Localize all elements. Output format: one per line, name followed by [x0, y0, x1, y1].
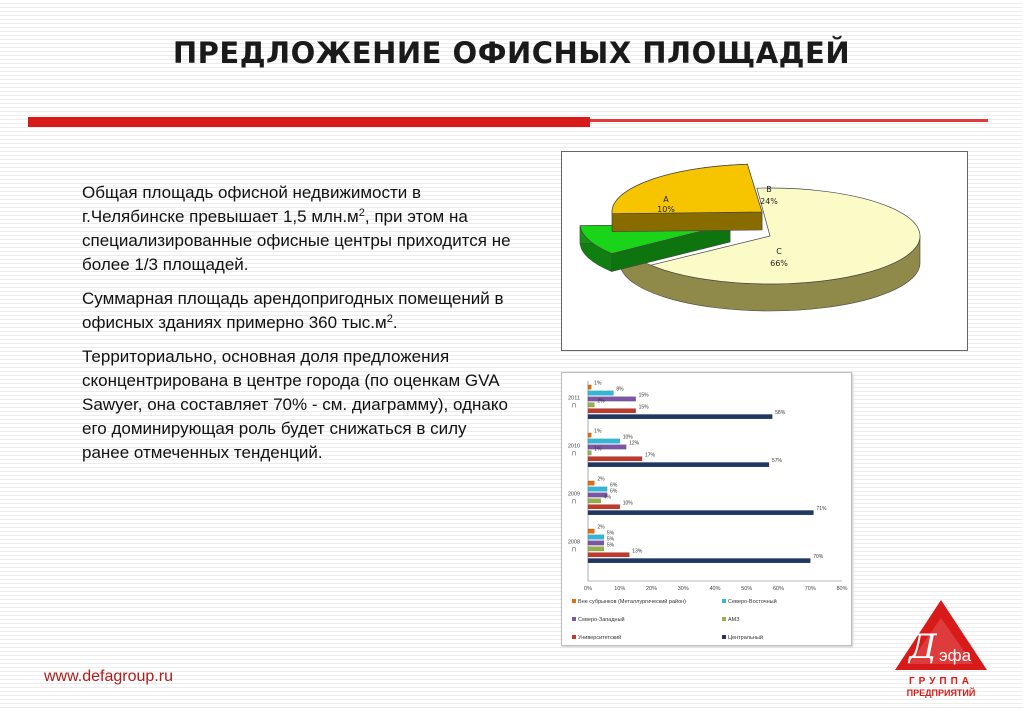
- bar-category-sublabel: П: [572, 499, 576, 506]
- legend-swatch: [722, 617, 726, 621]
- bar-value-label: 10%: [622, 500, 633, 507]
- bar-value-label: 71%: [816, 506, 827, 513]
- logo-line2: ПРЕДПРИЯТИЙ: [906, 688, 976, 698]
- bar-value-label: 5%: [606, 530, 615, 537]
- bar: [588, 397, 636, 401]
- bar: [588, 415, 772, 419]
- bar: [588, 385, 591, 389]
- bar-x-tick: 50%: [741, 586, 753, 592]
- bar-value-label: 2%: [597, 524, 605, 531]
- bar: [588, 439, 620, 443]
- bar-value-label: 8%: [616, 386, 624, 393]
- bar-chart: [562, 373, 851, 645]
- bar-value-label: 1%: [594, 380, 602, 387]
- bar-x-tick: 70%: [804, 586, 816, 592]
- bar-value-label: 6%: [610, 482, 618, 489]
- pie-label-c: C: [776, 247, 782, 256]
- pie-value-a: 10%: [657, 205, 675, 214]
- legend-swatch: [722, 599, 726, 603]
- bar-value-label: 5%: [606, 536, 615, 543]
- bar-value-label: 1%: [594, 446, 602, 453]
- page-title: ПРЕДЛОЖЕНИЕ ОФИСНЫХ ПЛОЩАДЕЙ: [172, 36, 851, 70]
- paragraph-total-area: Общая площадь офисной недвижимости в г.Челябинске превышает 1,5 $млн.м^2$, при этом на специализированные офисные центры приходится не более 1/3 площадей.: [82, 183, 511, 274]
- logo-script-letter: Д: [909, 627, 937, 667]
- bar-x-tick: 20%: [645, 586, 658, 592]
- legend-swatch: [572, 635, 576, 639]
- bar-category-label: 2010: [567, 443, 581, 450]
- bar-value-label: 10%: [622, 434, 633, 441]
- bar: [588, 403, 594, 407]
- bar: [588, 451, 591, 455]
- bar-x-tick: 40%: [709, 586, 721, 592]
- legend-label: Центральный: [728, 635, 763, 641]
- title-divider-thin: [590, 119, 988, 122]
- bar-x-tick: 10%: [614, 586, 626, 592]
- pie-label-b: B: [766, 185, 772, 194]
- bar-category-sublabel: П: [572, 451, 576, 458]
- pie-slice-b: [612, 164, 762, 231]
- bar-value-label: 4%: [603, 494, 611, 501]
- company-logo: [893, 598, 989, 700]
- legend-label: Университетский: [578, 635, 622, 641]
- paragraph-rentable-area: Суммарная площадь арендопригодных помещений в офисных зданиях примерно 360 $тыс.м^2$.: [82, 289, 504, 332]
- bar-category-sublabel: П: [572, 403, 576, 410]
- logo-brand: эфа: [939, 646, 972, 665]
- bar-category-label: 2008: [567, 539, 581, 546]
- bar: [588, 457, 642, 461]
- bar-value-label: 6%: [610, 488, 618, 495]
- bar-value-label: 57%: [771, 458, 782, 465]
- bar-value-label: 12%: [629, 440, 640, 447]
- body-text: [82, 181, 512, 475]
- bar: [588, 511, 813, 515]
- legend-swatch: [572, 599, 576, 603]
- bar-x-tick: 80%: [836, 586, 848, 592]
- legend-label: Северо-Восточный: [728, 599, 777, 605]
- legend-label: Северо-Западный: [578, 617, 625, 623]
- pie-chart-frame: [561, 151, 968, 351]
- bar-value-label: 15%: [638, 392, 649, 399]
- bar-value-label: 70%: [813, 554, 824, 561]
- title-divider-red: [28, 117, 590, 127]
- website-link[interactable]: www.defagroup.ru: [44, 668, 173, 685]
- bar-chart-frame: [561, 372, 852, 646]
- bar: [588, 535, 604, 539]
- bar-category-sublabel: П: [572, 547, 576, 554]
- bar: [588, 553, 629, 557]
- bar-category-label: 2011: [568, 395, 580, 402]
- bar: [588, 499, 601, 503]
- bar: [588, 409, 636, 413]
- bar-value-label: 58%: [775, 410, 786, 417]
- bar-value-label: 13%: [632, 548, 643, 555]
- bar-value-label: 2%: [597, 476, 605, 483]
- bar: [588, 391, 613, 395]
- paragraph-territorial: Территориально, основная доля предложения сконцентрирована в центре города (по оценкам GVA Sawyer, она составляет 70% - см. диаграмму), однако его доминирующая роль будет снижаться в силу ранее отмеченных тенденций.: [82, 347, 508, 462]
- bar: [588, 433, 591, 437]
- bar: [588, 505, 620, 509]
- legend-label: Вне субрынков (Металлургический район): [578, 599, 687, 605]
- pie-value-c: 66%: [770, 259, 788, 268]
- bar-category-label: 2009: [567, 491, 581, 498]
- logo-line1: ГРУППА: [908, 676, 974, 687]
- pie-chart: [562, 152, 967, 350]
- bar-value-label: 1%: [594, 428, 602, 435]
- bar: [588, 463, 769, 467]
- bar: [588, 559, 810, 563]
- bar-value-label: 2%: [597, 398, 605, 405]
- legend-swatch: [722, 635, 726, 639]
- bar: [588, 547, 604, 551]
- bar: [588, 481, 594, 485]
- pie-label-a: A: [663, 195, 669, 204]
- bar: [588, 529, 594, 533]
- pie-value-b: 24%: [760, 197, 778, 206]
- bar-x-tick: 30%: [677, 586, 689, 592]
- bar-value-label: 17%: [644, 452, 655, 459]
- bar: [588, 541, 604, 545]
- bar: [588, 487, 607, 491]
- legend-label: АМЗ: [728, 617, 740, 623]
- bar-x-tick: 60%: [772, 586, 785, 592]
- bar-value-label: 5%: [606, 542, 615, 549]
- bar-value-label: 15%: [638, 404, 649, 411]
- legend-swatch: [572, 617, 576, 621]
- bar-x-tick: 0%: [584, 586, 592, 592]
